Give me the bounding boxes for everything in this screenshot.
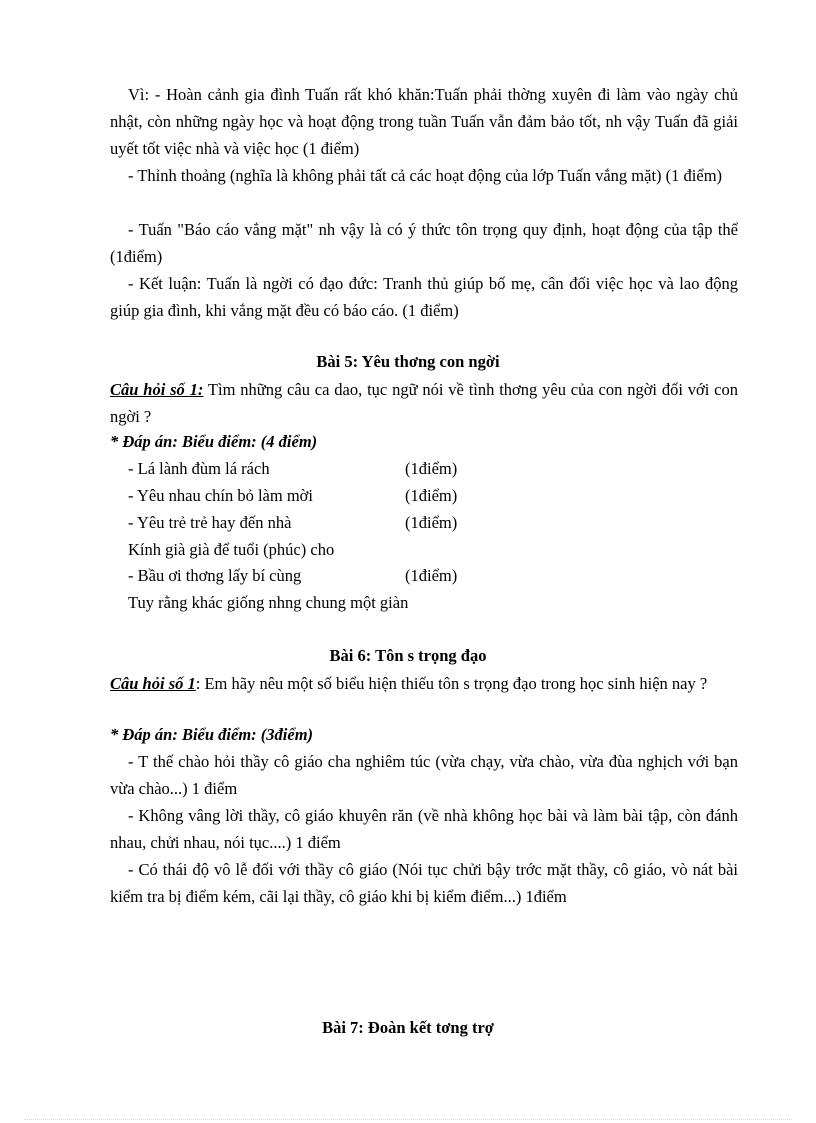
bai7-heading: Bài 7: Đoàn kết tơng trợ	[322, 1018, 494, 1037]
bai5-item-2: - Yêu nhau chín bỏ làm mời	[128, 486, 313, 505]
intro-paragraph-2: - Thỉnh thoảng (nghĩa là không phải tất cả các hoạt động của lớp Tuấn vắng mặt) (1 điểm)	[128, 166, 723, 185]
page-bottom-border	[24, 1119, 792, 1120]
bai5-item-3: - Yêu trẻ trẻ hay đến nhà	[128, 513, 292, 532]
bai6-question-label: Câu hỏi số 1	[110, 674, 196, 693]
bai5-item-2-score: (1điểm)	[405, 486, 458, 505]
bai5-question-label: Câu hỏi số 1:	[110, 380, 204, 399]
bai5-heading: Bài 5: Yêu thơng con ngời	[316, 352, 500, 371]
bai5-answer-label: * Đáp án: Biểu điểm: (4 điểm)	[110, 432, 318, 451]
bai6-answer-label: * Đáp án: Biểu điểm: (3điểm)	[110, 725, 314, 744]
bai5-item-5: - Bầu ơi thơng lấy bí cùng	[128, 566, 302, 585]
bai5-item-1-score: (1điểm)	[405, 459, 458, 478]
bai6-heading: Bài 6: Tôn s trọng đạo	[329, 646, 487, 665]
bai5-question	[110, 376, 738, 430]
intro-paragraph-4: - Kết luận: Tuấn là ngời có đạo đức: Tranh thủ giúp bố mẹ, cân đối việc học và lao động giúp gia đình, khi vắng mặt đều có báo cáo. (1 điểm)	[110, 274, 738, 320]
bai6-question	[110, 670, 738, 697]
bai5-item-4: Kính già già để tuổi (phúc) cho	[128, 540, 335, 559]
bai5-item-5-score: (1điểm)	[405, 566, 458, 585]
bai6-paragraph-3: - Có thái độ vô lễ đối với thầy cô giáo (Nói tục chửi bậy trớc mặt thầy, cô giáo, vò nát bài kiểm tra bị điểm kém, cãi lại thầy, cô giáo khi bị kiểm điểm...) 1điểm	[110, 860, 738, 906]
intro-paragraph-3: - Tuấn "Báo cáo vắng mặt" nh vậy là có ý thức tôn trọng quy định, hoạt động của tập thể (1điểm)	[110, 220, 738, 266]
bai5-item-1: - Lá lành đùm lá rách	[128, 459, 270, 478]
bai6-paragraph-1: - T thế chào hỏi thầy cô giáo cha nghiêm túc (vừa chạy, vừa chào, vừa đùa nghịch với bạn vừa chào...) 1 điểm	[110, 752, 738, 798]
intro-paragraph-1: Vì: - Hoàn cảnh gia đình Tuấn rất khó khăn:Tuấn phải thờng xuyên đi làm vào ngày chủ nhật, còn những ngày học và hoạt động trong tuần Tuấn vẫn đảm bảo tốt, nh vậy Tuấn đã giải uyết tốt việc nhà và việc học (1 điểm)	[110, 85, 738, 158]
bai5-item-3-score: (1điểm)	[405, 513, 458, 532]
bai6-paragraph-2: - Không vâng lời thầy, cô giáo khuyên răn (về nhà không học bài và làm bài tập, còn đánh nhau, chửi nhau, nói tục....) 1 điểm	[110, 806, 738, 852]
bai6-question-text: : Em hãy nêu một số biểu hiện thiếu tôn s trọng đạo trong học sinh hiện nay ?	[195, 674, 708, 693]
bai5-item-6: Tuy rằng khác giống nhng chung một giàn	[128, 593, 409, 612]
bai5-question-text: Tìm những câu ca dao, tục ngữ nói về tình thơng yêu của con ngời đối với con ngời ?	[110, 380, 738, 426]
